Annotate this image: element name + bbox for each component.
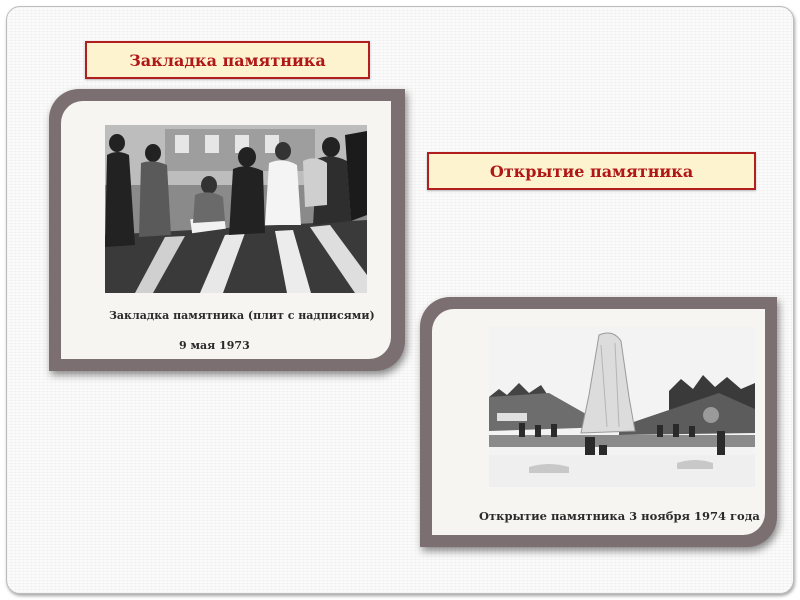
photo-page-laying [61, 101, 391, 359]
photo-laying-ceremony [105, 125, 367, 293]
photo-page-opening [432, 309, 765, 535]
caption-opening: Открытие памятника 3 ноября 1974 года [479, 509, 760, 523]
photo-frame-laying [49, 89, 405, 371]
title-label-laying: Закладка памятника [85, 41, 370, 79]
caption-laying: Закладка памятника (плит с надписями) [109, 309, 375, 322]
title-label-opening: Открытие памятника [427, 152, 756, 190]
slide [6, 6, 794, 594]
photo-opening-ceremony [489, 327, 755, 487]
photo-frame-opening [420, 297, 777, 547]
caption-laying-date: 9 мая 1973 [179, 339, 250, 352]
